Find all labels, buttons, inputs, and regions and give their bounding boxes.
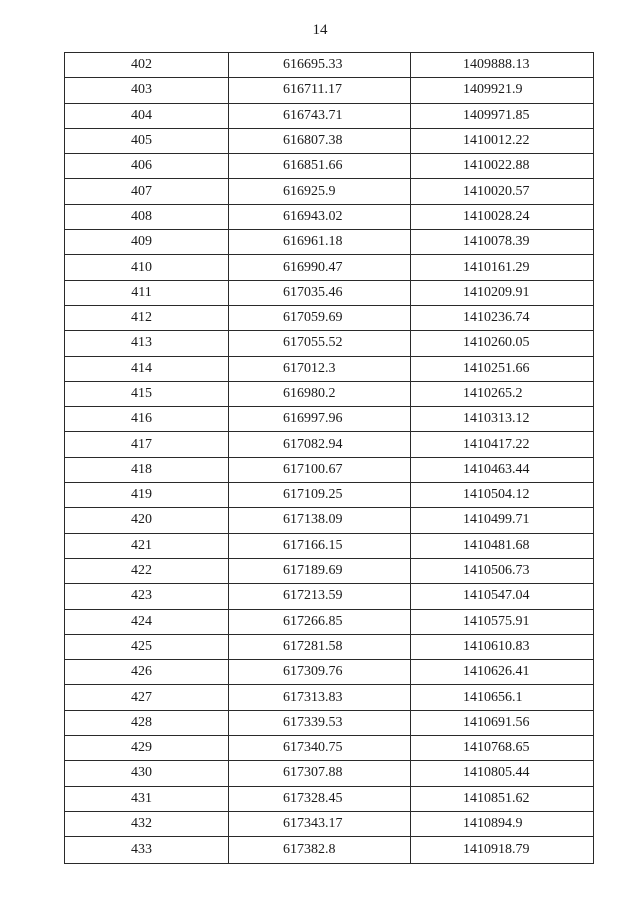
table-row — [65, 305, 594, 330]
x-coordinate-cell: 616807.38 — [229, 128, 411, 153]
y-coordinate-cell: 1410078.39 — [411, 230, 594, 255]
y-coordinate-cell: 1409921.9 — [411, 78, 594, 103]
y-coordinate-cell: 1410499.71 — [411, 508, 594, 533]
point-number-cell: 427 — [65, 685, 229, 710]
x-coordinate-cell: 617109.25 — [229, 483, 411, 508]
y-coordinate-cell: 1410768.65 — [411, 736, 594, 761]
y-coordinate-cell: 1410260.05 — [411, 331, 594, 356]
y-coordinate-cell: 1410610.83 — [411, 634, 594, 659]
y-coordinate-cell: 1410028.24 — [411, 204, 594, 229]
point-number-cell: 419 — [65, 483, 229, 508]
y-coordinate-cell: 1410463.44 — [411, 457, 594, 482]
y-coordinate-cell: 1410161.29 — [411, 255, 594, 280]
table-row — [65, 381, 594, 406]
table-row — [65, 457, 594, 482]
table-row — [65, 634, 594, 659]
y-coordinate-cell: 1410894.9 — [411, 811, 594, 836]
x-coordinate-cell: 617082.94 — [229, 432, 411, 457]
table-row — [65, 761, 594, 786]
x-coordinate-cell: 617189.69 — [229, 558, 411, 583]
x-coordinate-cell: 617035.46 — [229, 280, 411, 305]
y-coordinate-cell: 1410209.91 — [411, 280, 594, 305]
y-coordinate-cell: 1410265.2 — [411, 381, 594, 406]
table-row — [65, 533, 594, 558]
x-coordinate-cell: 617281.58 — [229, 634, 411, 659]
table-row — [65, 128, 594, 153]
point-number-cell: 407 — [65, 179, 229, 204]
point-number-cell: 412 — [65, 305, 229, 330]
y-coordinate-cell: 1410236.74 — [411, 305, 594, 330]
x-coordinate-cell: 616743.71 — [229, 103, 411, 128]
point-number-cell: 421 — [65, 533, 229, 558]
y-coordinate-cell: 1410020.57 — [411, 179, 594, 204]
table-row — [65, 736, 594, 761]
y-coordinate-cell: 1409971.85 — [411, 103, 594, 128]
table-row — [65, 204, 594, 229]
x-coordinate-cell: 617343.17 — [229, 811, 411, 836]
table-row — [65, 483, 594, 508]
point-number-cell: 411 — [65, 280, 229, 305]
point-number-cell: 417 — [65, 432, 229, 457]
y-coordinate-cell: 1409888.13 — [411, 53, 594, 78]
table-row — [65, 685, 594, 710]
x-coordinate-cell: 616695.33 — [229, 53, 411, 78]
table-row — [65, 660, 594, 685]
point-number-cell: 433 — [65, 837, 229, 864]
y-coordinate-cell: 1410022.88 — [411, 154, 594, 179]
y-coordinate-cell: 1410575.91 — [411, 609, 594, 634]
x-coordinate-cell: 616711.17 — [229, 78, 411, 103]
x-coordinate-cell: 616943.02 — [229, 204, 411, 229]
table-row — [65, 255, 594, 280]
table-row — [65, 558, 594, 583]
coordinates-table — [64, 52, 594, 864]
table-row — [65, 356, 594, 381]
coordinates-table-body — [65, 53, 594, 864]
table-row — [65, 179, 594, 204]
point-number-cell: 416 — [65, 407, 229, 432]
x-coordinate-cell: 617382.8 — [229, 837, 411, 864]
x-coordinate-cell: 617340.75 — [229, 736, 411, 761]
y-coordinate-cell: 1410547.04 — [411, 584, 594, 609]
y-coordinate-cell: 1410481.68 — [411, 533, 594, 558]
y-coordinate-cell: 1410012.22 — [411, 128, 594, 153]
x-coordinate-cell: 617313.83 — [229, 685, 411, 710]
y-coordinate-cell: 1410504.12 — [411, 483, 594, 508]
point-number-cell: 404 — [65, 103, 229, 128]
point-number-cell: 413 — [65, 331, 229, 356]
point-number-cell: 428 — [65, 710, 229, 735]
point-number-cell: 402 — [65, 53, 229, 78]
table-row — [65, 811, 594, 836]
x-coordinate-cell: 617307.88 — [229, 761, 411, 786]
x-coordinate-cell: 617339.53 — [229, 710, 411, 735]
x-coordinate-cell: 616990.47 — [229, 255, 411, 280]
table-row — [65, 609, 594, 634]
x-coordinate-cell: 616997.96 — [229, 407, 411, 432]
point-number-cell: 408 — [65, 204, 229, 229]
point-number-cell: 420 — [65, 508, 229, 533]
table-row — [65, 432, 594, 457]
x-coordinate-cell: 616961.18 — [229, 230, 411, 255]
y-coordinate-cell: 1410506.73 — [411, 558, 594, 583]
x-coordinate-cell: 617012.3 — [229, 356, 411, 381]
point-number-cell: 418 — [65, 457, 229, 482]
point-number-cell: 403 — [65, 78, 229, 103]
y-coordinate-cell: 1410918.79 — [411, 837, 594, 864]
x-coordinate-cell: 617100.67 — [229, 457, 411, 482]
y-coordinate-cell: 1410251.66 — [411, 356, 594, 381]
point-number-cell: 429 — [65, 736, 229, 761]
point-number-cell: 406 — [65, 154, 229, 179]
table-row — [65, 584, 594, 609]
point-number-cell: 424 — [65, 609, 229, 634]
table-row — [65, 837, 594, 864]
point-number-cell: 414 — [65, 356, 229, 381]
y-coordinate-cell: 1410656.1 — [411, 685, 594, 710]
table-row — [65, 53, 594, 78]
x-coordinate-cell: 616925.9 — [229, 179, 411, 204]
point-number-cell: 425 — [65, 634, 229, 659]
table-row — [65, 230, 594, 255]
point-number-cell: 410 — [65, 255, 229, 280]
y-coordinate-cell: 1410417.22 — [411, 432, 594, 457]
y-coordinate-cell: 1410851.62 — [411, 786, 594, 811]
table-row — [65, 280, 594, 305]
y-coordinate-cell: 1410313.12 — [411, 407, 594, 432]
x-coordinate-cell: 617059.69 — [229, 305, 411, 330]
x-coordinate-cell: 617055.52 — [229, 331, 411, 356]
point-number-cell: 426 — [65, 660, 229, 685]
table-row — [65, 710, 594, 735]
point-number-cell: 430 — [65, 761, 229, 786]
table-row — [65, 331, 594, 356]
point-number-cell: 422 — [65, 558, 229, 583]
x-coordinate-cell: 616851.66 — [229, 154, 411, 179]
x-coordinate-cell: 617328.45 — [229, 786, 411, 811]
x-coordinate-cell: 617266.85 — [229, 609, 411, 634]
y-coordinate-cell: 1410805.44 — [411, 761, 594, 786]
page-number: 14 — [312, 22, 328, 38]
y-coordinate-cell: 1410626.41 — [411, 660, 594, 685]
table-row — [65, 786, 594, 811]
table-row — [65, 154, 594, 179]
point-number-cell: 409 — [65, 230, 229, 255]
table-row — [65, 407, 594, 432]
point-number-cell: 415 — [65, 381, 229, 406]
table-row — [65, 103, 594, 128]
point-number-cell: 432 — [65, 811, 229, 836]
x-coordinate-cell: 617309.76 — [229, 660, 411, 685]
table-row — [65, 78, 594, 103]
x-coordinate-cell: 616980.2 — [229, 381, 411, 406]
point-number-cell: 431 — [65, 786, 229, 811]
point-number-cell: 405 — [65, 128, 229, 153]
x-coordinate-cell: 617213.59 — [229, 584, 411, 609]
x-coordinate-cell: 617166.15 — [229, 533, 411, 558]
table-row — [65, 508, 594, 533]
x-coordinate-cell: 617138.09 — [229, 508, 411, 533]
point-number-cell: 423 — [65, 584, 229, 609]
y-coordinate-cell: 1410691.56 — [411, 710, 594, 735]
